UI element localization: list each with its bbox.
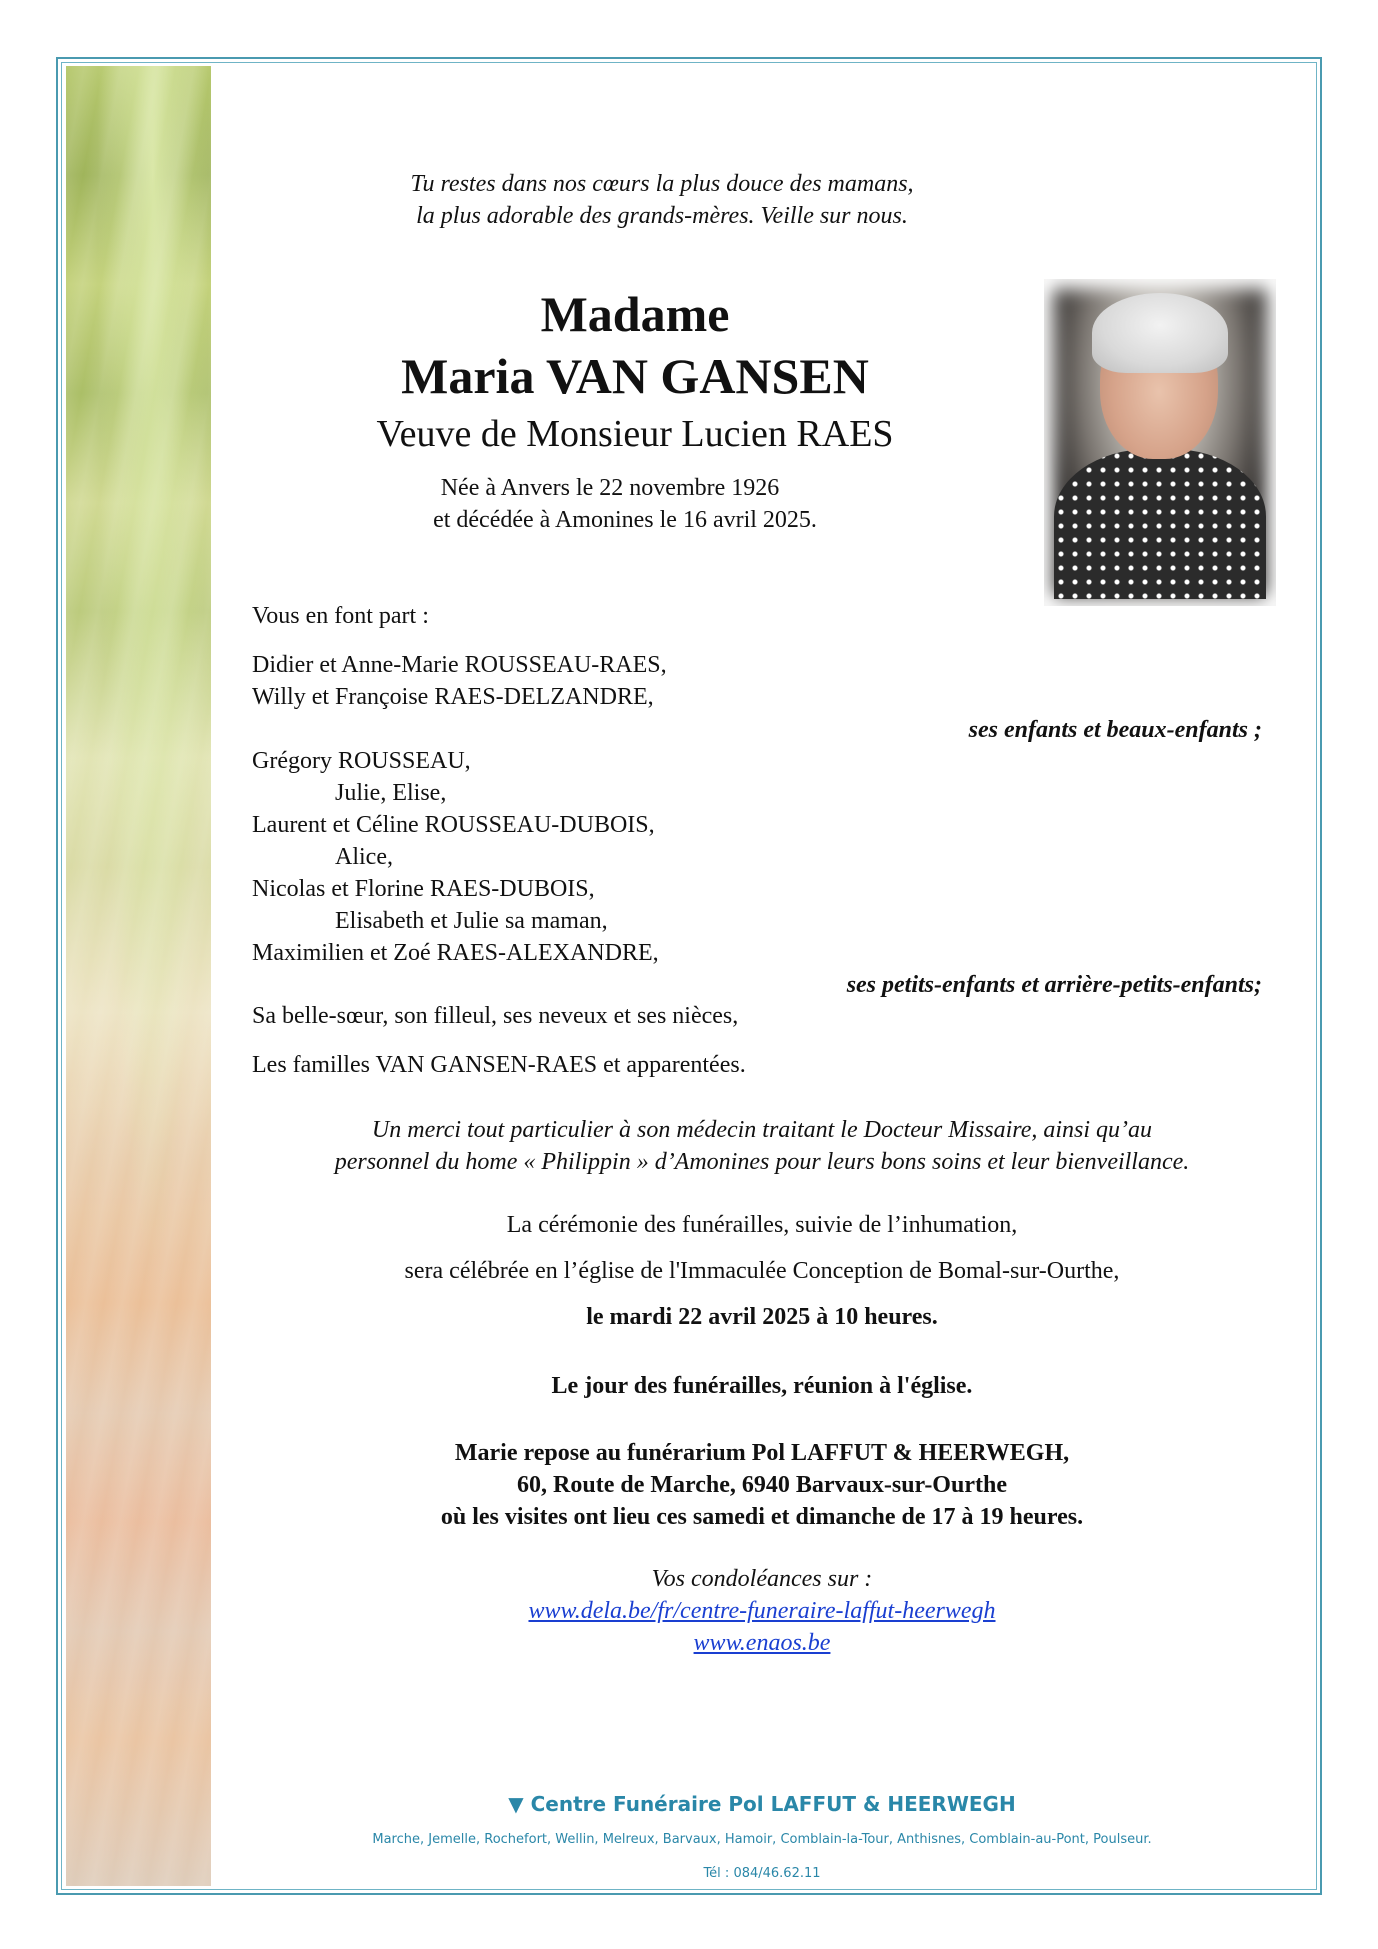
footer-company-name: ▼ Centre Funéraire Pol LAFFUT & HEERWEGH <box>508 1792 1016 1816</box>
families-line: Les familles VAN GANSEN-RAES et apparentées. <box>252 1052 746 1078</box>
condolences-link-row-1 <box>252 1598 1272 1625</box>
grandchild-line: Nicolas et Florine RAES-DUBOIS, <box>252 876 595 902</box>
rest-line-2: 60, Route de Marche, 6940 Barvaux-sur-Ourthe <box>517 1472 1007 1498</box>
honorific: Madame <box>540 286 730 342</box>
condolences-link-dela[interactable]: www.dela.be/fr/centre-funeraire-laffut-heerwegh <box>528 1598 996 1624</box>
grandchild-line: Alice, <box>335 844 393 870</box>
quote-line-2: la plus adorable des grands-mères. Veille sur nous. <box>416 203 908 229</box>
rest-line-1: Marie repose au funérarium Pol LAFFUT & HEERWEGH, <box>454 1440 1070 1466</box>
footer-towns: Marche, Jemelle, Rochefort, Wellin, Melreux, Barvaux, Hamoir, Comblain-la-Tour, Anthisnes, Comblain-au-Pont, Poulseur. <box>372 1832 1152 1847</box>
relatives-line: Sa belle-sœur, son filleul, ses neveux et ses nièces, <box>252 1003 739 1029</box>
grandchild-line: Julie, Elise, <box>335 780 447 806</box>
portrait-hair <box>1092 293 1228 373</box>
rest-line-3: où les visites ont lieu ces samedi et dimanche de 17 à 19 heures. <box>440 1504 1084 1530</box>
footer-phone: Tél : 084/46.62.11 <box>703 1866 821 1881</box>
portrait-photo <box>1044 279 1276 606</box>
grandchild-line: Maximilien et Zoé RAES-ALEXANDRE, <box>252 940 659 966</box>
child-line: Willy et Françoise RAES-DELZANDRE, <box>252 684 654 710</box>
portrait-clothing <box>1054 449 1266 599</box>
condolences-label: Vos condoléances sur : <box>651 1566 873 1592</box>
grandchild-line: Elisabeth et Julie sa maman, <box>335 908 608 934</box>
ceremony-date: le mardi 22 avril 2025 à 10 heures. <box>586 1304 938 1330</box>
announce-text: Vous en font part : <box>252 603 429 629</box>
thanks-line-2: personnel du home « Philippin » d’Amonines pour leurs bons soins et leur bienveillance. <box>334 1149 1190 1175</box>
grandchild-line: Laurent et Céline ROUSSEAU-DUBOIS, <box>252 812 655 838</box>
condolences-link-enaos[interactable]: www.enaos.be <box>693 1630 831 1656</box>
ceremony-line-2: sera célébrée en l’église de l'Immaculée Conception de Bomal-sur-Ourthe, <box>404 1258 1120 1284</box>
birth-line: Née à Anvers le 22 novembre 1926 <box>440 475 780 501</box>
grandchildren-label: ses petits-enfants et arrière-petits-enfants; <box>846 972 1262 998</box>
child-line: Didier et Anne-Marie ROUSSEAU-RAES, <box>252 652 667 678</box>
death-line: et décédée à Amonines le 16 avril 2025. <box>433 507 817 533</box>
sun-rays-overlay <box>66 66 211 1886</box>
children-label: ses enfants et beaux-enfants ; <box>968 717 1262 743</box>
deceased-name: Maria VAN GANSEN <box>401 348 869 404</box>
grandchild-line: Grégory ROUSSEAU, <box>252 748 471 774</box>
thanks-line-1: Un merci tout particulier à son médecin traitant le Docteur Missaire, ainsi qu’au <box>371 1117 1153 1143</box>
quote-line-1: Tu restes dans nos cœurs la plus douce des mamans, <box>410 171 914 197</box>
condolences-link-row-2 <box>252 1630 1272 1657</box>
spouse-line: Veuve de Monsieur Lucien RAES <box>376 413 894 455</box>
meeting-line: Le jour des funérailles, réunion à l'église. <box>551 1373 973 1399</box>
ceremony-line-1: La cérémonie des funérailles, suivie de l’inhumation, <box>506 1212 1018 1238</box>
